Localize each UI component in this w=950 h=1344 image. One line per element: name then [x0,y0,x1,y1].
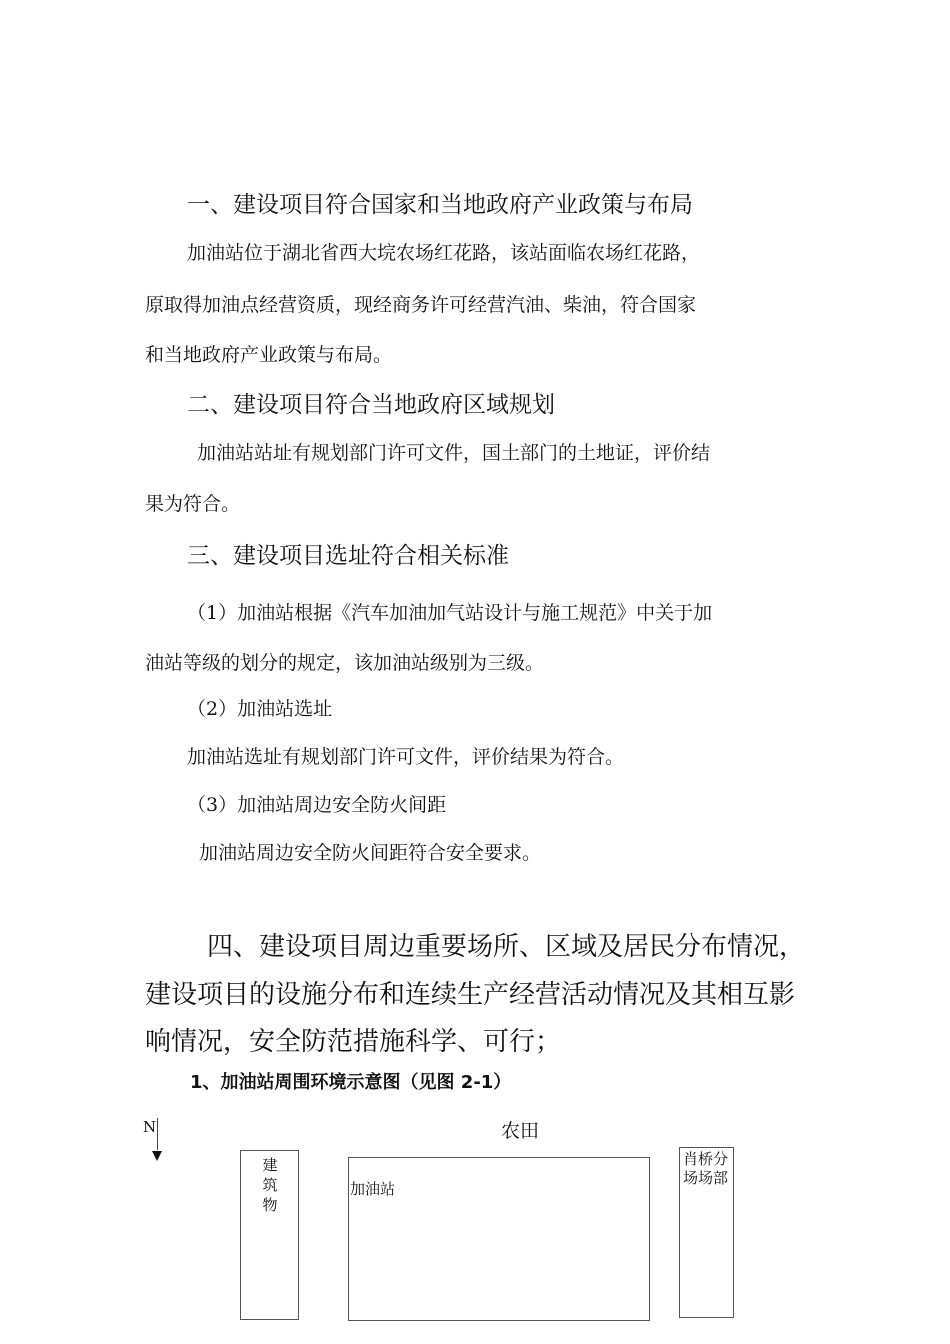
north-arrow-icon [152,1151,162,1161]
farm-office-box [679,1147,734,1318]
section-3-line-3: （2）加油站选址 [187,698,333,720]
north-label: N [143,1118,157,1136]
section-4-line-2: 建设项目的设施分布和连续生产经营活动情况及其相互影 [145,980,796,1010]
section-3-line-1: （1）加油站根据《汽车加油加气站设计与施工规范》中关于加 [187,602,713,624]
figure-title: 1、加油站周围环境示意图（见图 2-1） [190,1072,512,1093]
north-arrow-line [157,1118,158,1150]
farmland-label: 农田 [501,1120,540,1142]
section-3-line-4: 加油站选址有规划部门许可文件，评价结果为符合。 [187,746,625,768]
section-3-heading: 三、建设项目选址符合相关标准 [187,543,509,569]
section-3-line-5: （3）加油站周边安全防火间距 [187,794,447,816]
building-label: 建筑物 [262,1156,278,1214]
building-box [240,1150,299,1320]
farm-office-label: 肖桥分场场部 [683,1150,729,1187]
section-2-line-1: 加油站站址有规划部门许可文件，国土部门的土地证，评价结 [197,442,711,464]
section-1-line-2: 原取得加油点经营资质，现经商务许可经营汽油、柴油，符合国家 [145,294,697,316]
section-4-line-3: 响情况，安全防范措施科学、可行； [145,1027,562,1057]
section-3-line-6: 加油站周边安全防火间距符合安全要求。 [199,842,542,864]
section-2-heading: 二、建设项目符合当地政府区域规划 [187,392,555,418]
section-1-heading: 一、建设项目符合国家和当地政府产业政策与布局 [187,192,693,218]
station-box [348,1157,650,1321]
section-3-line-2: 油站等级的划分的规定，该加油站级别为三级。 [145,652,545,674]
section-1-line-3: 和当地政府产业政策与布局。 [145,344,393,366]
station-label: 加油站 [350,1180,396,1198]
section-2-line-2: 果为符合。 [145,493,241,515]
section-4-line-1: 四、建设项目周边重要场所、区域及居民分布情况， [207,932,806,962]
section-1-line-1: 加油站位于湖北省西大垸农场红花路，该站面临农场红花路， [187,242,701,264]
